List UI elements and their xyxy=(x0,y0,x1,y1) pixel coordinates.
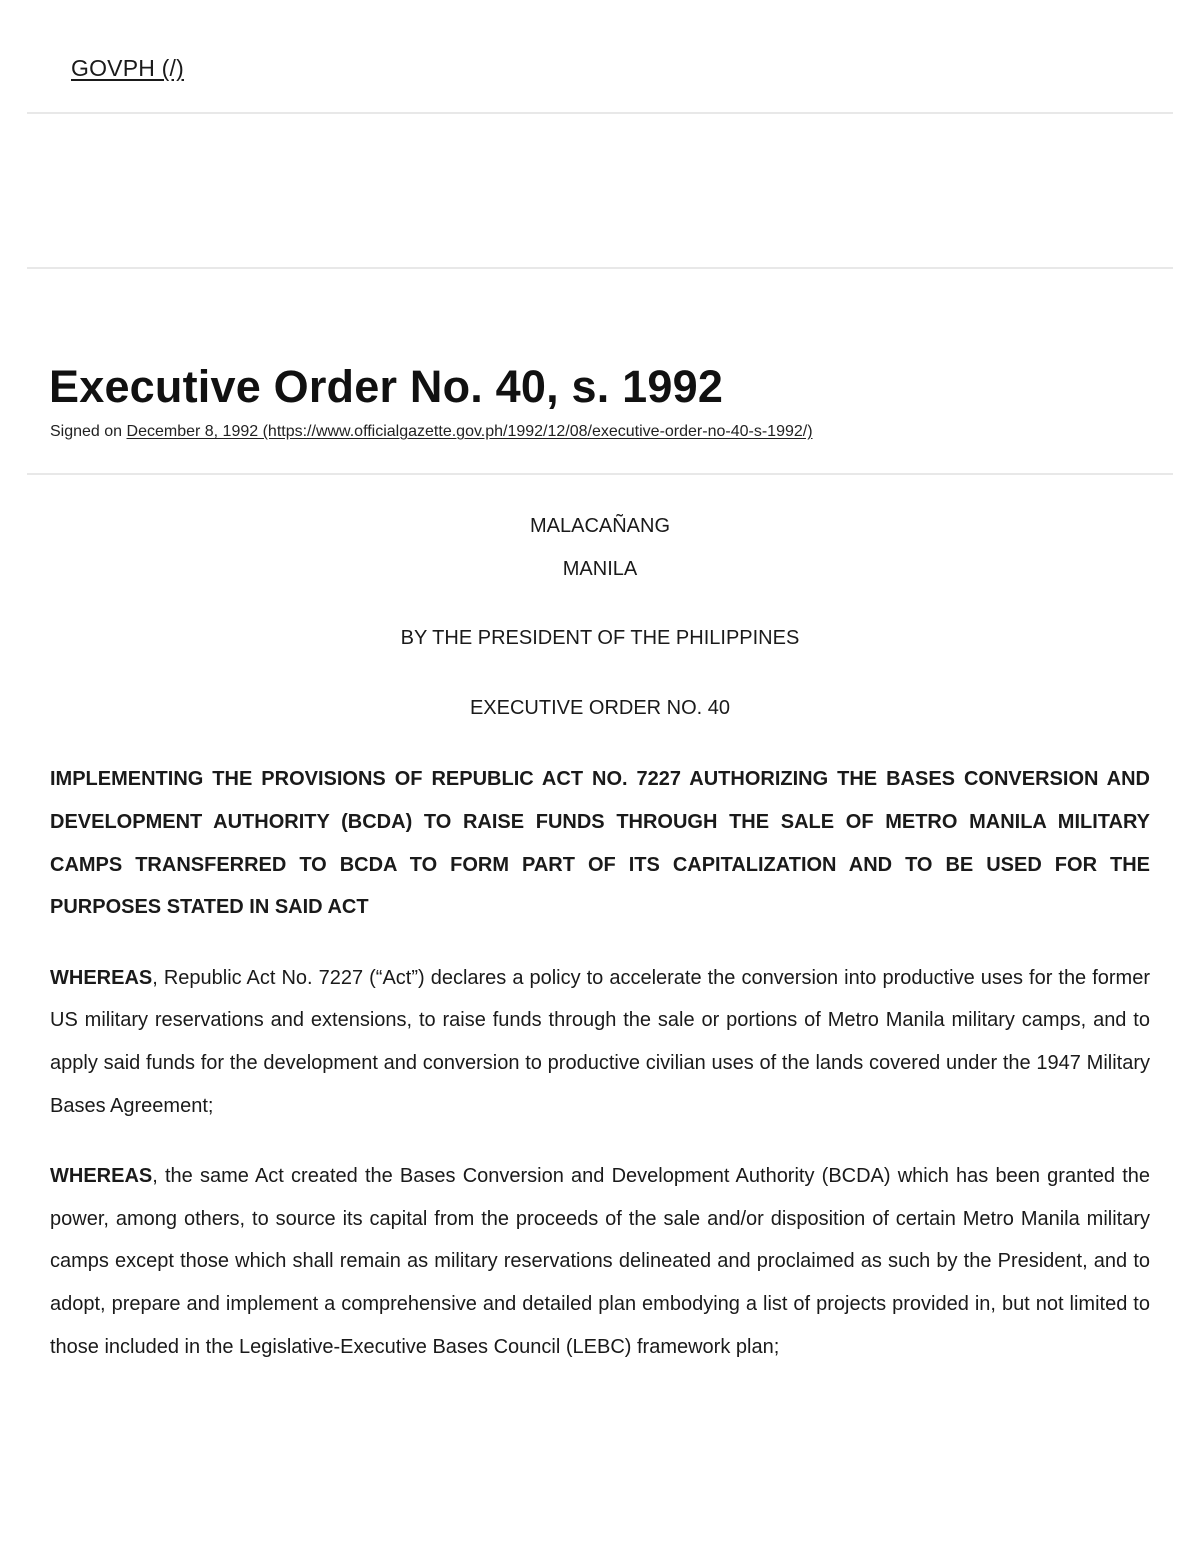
header-divider xyxy=(27,112,1173,114)
whereas-lead: WHEREAS xyxy=(50,1165,153,1188)
whereas-paragraph-2 xyxy=(50,1155,1150,1368)
signed-prefix: Signed on xyxy=(50,423,123,440)
authority-line: BY THE PRESIDENT OF THE PHILIPPINES xyxy=(400,627,800,650)
govph-home-link[interactable]: GOVPH (/) xyxy=(71,55,184,81)
whereas-paragraph-1 xyxy=(50,957,1150,1127)
order-heading: IMPLEMENTING THE PROVISIONS OF REPUBLIC ACT NO. 7227 AUTHORIZING THE BASES CONVERSION AND DEVELOPMENT AUTHORITY (BCDA) TO RAISE FUNDS THROUGH THE SALE OF METRO MANILA MILITARY CAMPS TRANSFERRED TO BCDA TO FORM PART OF ITS CAPITALIZATION AND TO BE USED FOR THE PURPOSES STATED IN SAID ACT xyxy=(50,768,1150,919)
page-title: Executive Order No. 40, s. 1992 xyxy=(49,361,724,412)
document-body xyxy=(50,505,1150,1368)
city-line: MANILA xyxy=(562,557,638,580)
whereas-text: , the same Act created the Bases Conversion and Development Authority (BCDA) which has been granted the power, among others, to source its capital from the proceeds of the sale and/or disposition of certain Metro Manila military camps except those which shall remain as military reservations delineated and proclaimed as such by the President, and to adopt, prepare and implement a comprehensive and detailed plan embodying a list of projects provided in, but not limited to those included in the Legislative-Executive Bases Council (LEBC) framework plan; xyxy=(50,1165,1150,1358)
signed-date-line xyxy=(50,423,813,441)
order-number: EXECUTIVE ORDER NO. 40 xyxy=(469,696,731,719)
signed-date-link[interactable]: December 8, 1992 (https://www.officialgazette.gov.ph/1992/12/08/executive-order-no-40-s-1992/) xyxy=(126,423,813,440)
office-line: MALACAÑANG xyxy=(529,515,671,537)
banner-divider xyxy=(27,267,1173,269)
title-divider xyxy=(27,473,1173,475)
whereas-text: , Republic Act No. 7227 (“Act”) declares a policy to accelerate the conversion into productive uses for the former US military reservations and extensions, to raise funds through the sale or portions of Metro Manila military camps, and to apply said funds for the development and conversion to productive civilian uses of the lands covered under the 1947 Military Bases Agreement; xyxy=(50,966,1150,1117)
whereas-lead: WHEREAS xyxy=(50,966,153,989)
